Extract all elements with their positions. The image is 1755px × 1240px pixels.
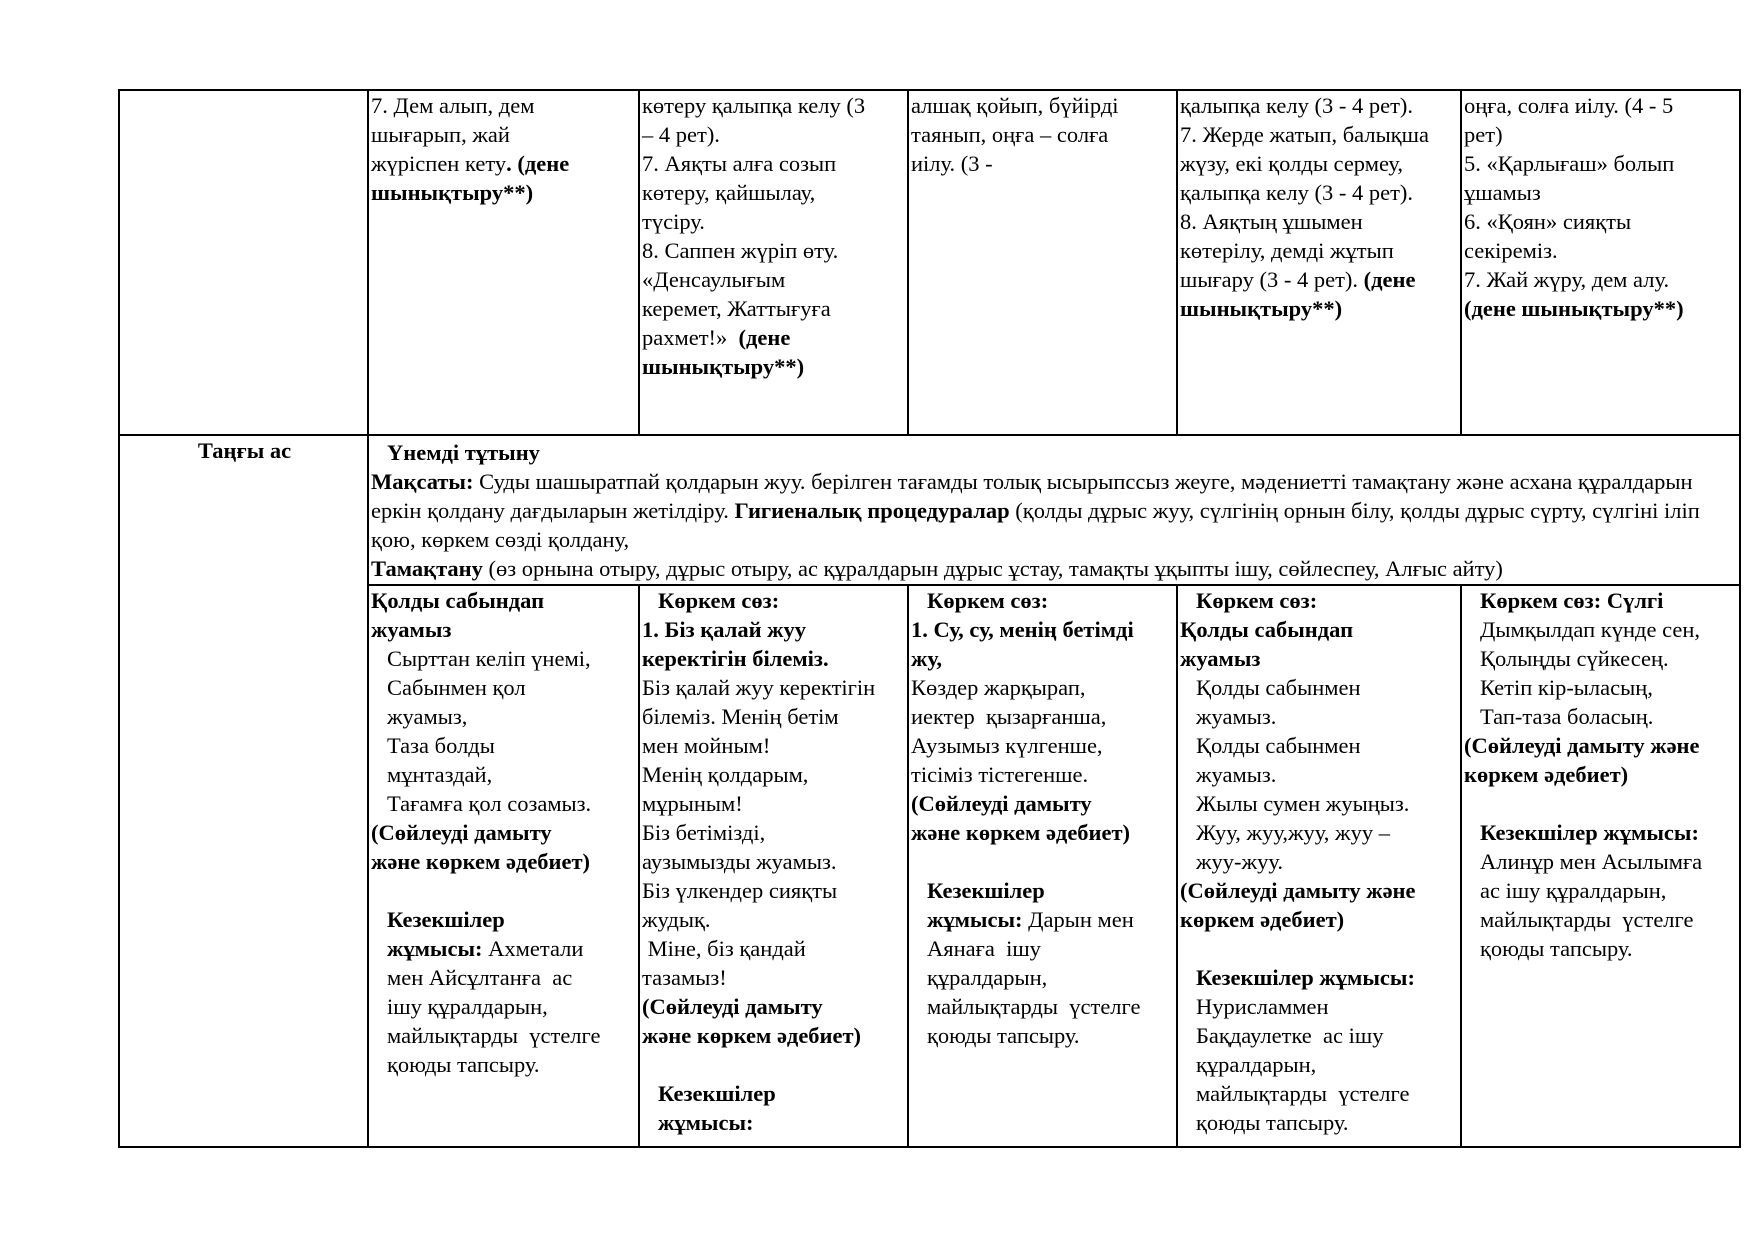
text-line — [911, 673, 1176, 702]
text-line — [1180, 265, 1460, 294]
bold-text: 1. Біз қалай жуу — [642, 617, 806, 642]
plain-text: қоюды тапсыру. — [387, 1052, 540, 1077]
text-line — [642, 934, 907, 963]
exercise-day-3 — [908, 90, 1177, 435]
bold-text: және көркем әдебиет) — [911, 820, 1131, 845]
text-line — [642, 1108, 907, 1137]
breakfast-header-row — [119, 435, 1740, 585]
exercise-day-1 — [368, 90, 639, 435]
text-line — [642, 1021, 907, 1050]
text-line — [642, 644, 907, 673]
plain-text: жүзу, екі қолды сермеу, — [1180, 151, 1404, 176]
bold-text: Көркем сөз: Сүлгі — [1480, 588, 1664, 613]
text-line — [642, 615, 907, 644]
text-line — [1180, 992, 1460, 1021]
plain-text: көтеру, қайшылау, — [642, 180, 816, 205]
text-line — [1180, 847, 1460, 876]
text-line — [911, 586, 1176, 615]
plain-text: майлықтарды үстелге — [387, 1023, 601, 1048]
text-line — [371, 644, 638, 673]
plain-text: алшақ қойып, бүйірді — [911, 93, 1119, 118]
hygiene-label: Гигиеналық процедуралар — [734, 498, 1010, 523]
text-line — [642, 1079, 907, 1108]
plain-text: Қолды сабынмен — [1196, 675, 1361, 700]
plain-text: Тап-таза боласың. — [1480, 704, 1654, 729]
text-line — [642, 876, 907, 905]
text-line — [642, 905, 907, 934]
goal-label: Мақсаты: — [371, 469, 474, 494]
text-line — [1180, 760, 1460, 789]
text-line — [1464, 818, 1739, 847]
plain-text: Жылы сумен жуыңыз. — [1196, 791, 1410, 816]
bold-text: және көркем әдебиет) — [642, 1023, 862, 1048]
eating-paragraph — [371, 554, 1739, 583]
text-line — [1180, 120, 1460, 149]
text-line — [642, 294, 907, 323]
text-line — [1464, 586, 1739, 615]
bold-text: және көркем әдебиет) — [371, 849, 591, 874]
text-line — [642, 702, 907, 731]
bold-text: Кезекшілер — [658, 1081, 776, 1106]
text-line — [911, 789, 1176, 818]
text-line — [1180, 91, 1460, 120]
breakfast-title: Үнемді тұтыну — [387, 440, 540, 465]
text-line — [911, 149, 1176, 178]
text-line — [371, 149, 638, 178]
text-line — [1464, 644, 1739, 673]
text-line — [371, 120, 638, 149]
plain-text: білеміз. Менің бетім — [642, 704, 839, 729]
text-line — [1464, 294, 1739, 323]
plain-text: жуу-жуу. — [1196, 849, 1283, 874]
text-line — [1464, 905, 1739, 934]
plain-text: Міне, біз қандай — [642, 936, 806, 961]
bold-text: Кезекшілер — [387, 907, 505, 932]
text-line — [1180, 149, 1460, 178]
plain-text: жуамыз. — [1196, 704, 1277, 729]
text-line — [1464, 149, 1739, 178]
spacer-line — [642, 1050, 907, 1079]
text-line — [1180, 586, 1460, 615]
plain-text: 7. Дем алып, дем — [371, 93, 535, 118]
plain-text: аузымызды жуамыз. — [642, 849, 837, 874]
plain-text: тісіміз тістегенше. — [911, 762, 1089, 787]
bold-text: жу, — [911, 646, 942, 671]
text-line — [911, 876, 1176, 905]
bold-text: (дене — [738, 325, 791, 350]
text-line — [371, 963, 638, 992]
text-line — [642, 91, 907, 120]
plain-text: Дымқылдап күнде сен, — [1480, 617, 1700, 642]
eating-text: (өз орнына отыру, дұрыс отыру, ас құралдарын дұрыс ұстау, тамақты ұқыпты ішу, сөйлеспеу, Алғыс айту) — [482, 556, 1503, 581]
text-line — [642, 586, 907, 615]
plain-text: 8. Саппен жүріп өту. — [642, 238, 839, 263]
plain-text: иілу. (3 - — [911, 151, 993, 176]
text-line — [1180, 963, 1460, 992]
bold-text: (Сөйлеуді дамыту — [371, 820, 552, 845]
text-line — [911, 760, 1176, 789]
text-line — [911, 818, 1176, 847]
eating-label: Тамақтану — [371, 556, 483, 581]
text-line — [642, 352, 907, 381]
bold-text: Кезекшілер жұмысы: — [1480, 820, 1699, 845]
bold-text: керектігін білеміз. — [642, 646, 829, 671]
text-line — [1180, 644, 1460, 673]
plain-text: – 4 рет). — [642, 122, 720, 147]
plain-text: майлықтарды үстелге — [1480, 907, 1694, 932]
text-line — [371, 615, 638, 644]
plain-text: құралдарын, — [1196, 1052, 1317, 1077]
spacer-line — [371, 876, 638, 905]
text-line — [642, 847, 907, 876]
text-line — [1180, 789, 1460, 818]
spacer-line — [1464, 789, 1739, 818]
text-line — [1180, 876, 1460, 905]
text-line — [371, 1021, 638, 1050]
plain-text: мен мойным! — [642, 733, 771, 758]
text-line — [911, 934, 1176, 963]
bold-text: жұмысы: — [658, 1110, 754, 1135]
spacer-line — [911, 847, 1176, 876]
bold-text: (дене — [1363, 267, 1416, 292]
plain-text: мұнтаздай, — [387, 762, 493, 787]
text-line — [1464, 673, 1739, 702]
bold-text: көркем әдебиет) — [1464, 762, 1629, 787]
plain-text: жүріспен кету — [371, 151, 507, 176]
section-cell-empty — [119, 90, 368, 435]
text-line — [371, 905, 638, 934]
goal-text: Суды шашыратпай қолдарын жуу. берілген тағамды толық ысырыпссыз жеуге, мәдениетті тамақтану және асхана құралдарын еркін қолдану дағдыларын жетілдіру. — [371, 469, 1693, 523]
text-line — [642, 760, 907, 789]
plain-text: иектер қызарғанша, — [911, 704, 1107, 729]
plain-text: жуамыз. — [1196, 762, 1277, 787]
plain-text: 7. Жай жүру, дем алу. — [1464, 267, 1670, 292]
plain-text: жуамыз, — [387, 704, 468, 729]
plain-text: майлықтарды үстелге — [1196, 1081, 1410, 1106]
plain-text: шығарып, жай — [371, 122, 510, 147]
text-line — [642, 207, 907, 236]
plain-text: майлықтарды үстелге — [927, 994, 1141, 1019]
exercise-day-4 — [1177, 90, 1461, 435]
plain-text: шығару (3 - 4 рет). — [1180, 267, 1364, 292]
plain-text: 6. «Қоян» сияқты — [1464, 209, 1632, 234]
bold-text: көркем әдебиет) — [1180, 907, 1345, 932]
text-line — [911, 992, 1176, 1021]
text-line — [371, 178, 638, 207]
plain-text: оңға, солға иілу. (4 - 5 — [1464, 93, 1674, 118]
plain-text: қалыпқа келу (3 - 4 рет). — [1180, 180, 1414, 205]
text-line — [1180, 236, 1460, 265]
text-line — [1180, 673, 1460, 702]
text-line — [1180, 1108, 1460, 1137]
text-line — [371, 731, 638, 760]
plain-text: Алинұр мен Асылымға — [1480, 849, 1703, 874]
breakfast-day-1 — [368, 585, 639, 1147]
plain-text: Сырттан келіп үнемі, — [387, 646, 591, 671]
text-line — [642, 178, 907, 207]
text-line — [371, 1050, 638, 1079]
plain-text: қоюды тапсыру. — [1196, 1110, 1349, 1135]
text-line — [1464, 120, 1739, 149]
plain-text: Аузымыз күлгенше, — [911, 733, 1103, 758]
plain-text: Кетіп кір-ыласың, — [1480, 675, 1653, 700]
bold-text: Кезекшілер — [927, 878, 1045, 903]
plain-text: көтерілу, демді жұтып — [1180, 238, 1394, 263]
bold-text: (Сөйлеуді дамыту — [911, 791, 1092, 816]
text-line — [1180, 1079, 1460, 1108]
text-line — [1464, 265, 1739, 294]
text-line — [371, 847, 638, 876]
text-line — [911, 702, 1176, 731]
plain-text: Сабынмен қол — [387, 675, 526, 700]
text-line — [1180, 1050, 1460, 1079]
exercise-day-2 — [639, 90, 908, 435]
text-line — [911, 963, 1176, 992]
plain-text: Біз қалай жуу керектігін — [642, 675, 876, 700]
text-line — [911, 615, 1176, 644]
plain-text: Таза болды — [387, 733, 495, 758]
text-line — [642, 789, 907, 818]
weekly-plan-table — [118, 89, 1741, 1148]
text-line — [1464, 702, 1739, 731]
text-line — [1464, 934, 1739, 963]
plain-text: ұшамыз — [1464, 180, 1541, 205]
text-line — [1464, 178, 1739, 207]
plain-text: қоюды тапсыру. — [927, 1023, 1080, 1048]
plain-text: Жуу, жуу,жуу, жуу – — [1196, 820, 1390, 845]
plain-text: Қолыңды сүйкесең. — [1480, 646, 1669, 671]
plain-text: Дарын мен — [1022, 907, 1134, 932]
text-line — [371, 673, 638, 702]
text-line — [1180, 818, 1460, 847]
bold-text: Көркем сөз: — [1196, 588, 1318, 613]
plain-text: ас ішу құралдарын, — [1480, 878, 1667, 903]
plain-text: ішу құралдарын, — [387, 994, 548, 1019]
text-line — [371, 760, 638, 789]
text-line — [1464, 847, 1739, 876]
exercise-day-5 — [1461, 90, 1740, 435]
text-line — [911, 731, 1176, 760]
bold-text: 1. Су, су, менің бетімді — [911, 617, 1134, 642]
text-line — [1464, 91, 1739, 120]
bold-text: жуамыз — [371, 617, 452, 642]
text-line — [1180, 294, 1460, 323]
text-line — [642, 236, 907, 265]
breakfast-goal-cell — [368, 435, 1740, 585]
text-line — [1464, 207, 1739, 236]
bold-text: (Сөйлеуді дамыту және — [1464, 733, 1700, 758]
plain-text: Көздер жарқырап, — [911, 675, 1086, 700]
bold-text: шынықтыру**) — [371, 180, 534, 205]
text-line — [1464, 731, 1739, 760]
bold-text: (Сөйлеуді дамыту және — [1180, 878, 1416, 903]
plain-text: Нурисламмен — [1196, 994, 1329, 1019]
bold-text: Қолды сабындап — [371, 588, 545, 613]
goal-paragraph — [371, 469, 1700, 552]
plain-text: Біз үлкендер сияқты — [642, 878, 838, 903]
text-line — [371, 992, 638, 1021]
hygiene-text: (қолды дұрыс жуу, сүлгінің орнын білу, қолды дұрыс сүрту, сүлгіні іліп қою, көркем сөзді қолдану, — [371, 498, 1700, 552]
plain-text: керемет, Жаттығуға — [642, 296, 831, 321]
text-line — [1180, 731, 1460, 760]
text-line — [911, 644, 1176, 673]
plain-text: рахмет!» — [642, 325, 739, 350]
bold-text: Көркем сөз: — [658, 588, 780, 613]
text-line — [1180, 1021, 1460, 1050]
text-line — [642, 963, 907, 992]
bold-text: Кезекшілер жұмысы: — [1196, 965, 1415, 990]
bold-text: шынықтыру**) — [642, 354, 805, 379]
text-line — [642, 265, 907, 294]
text-line — [1180, 178, 1460, 207]
plain-text: секіреміз. — [1464, 238, 1558, 263]
bold-label: жұмысы: — [387, 936, 483, 961]
breakfast-day-3 — [908, 585, 1177, 1147]
plain-text: жудық. — [642, 907, 711, 932]
text-line — [642, 120, 907, 149]
plain-text: қалыпқа келу (3 - 4 рет). — [1180, 93, 1414, 118]
text-line — [911, 91, 1176, 120]
plain-text: рет) — [1464, 122, 1503, 147]
text-line — [911, 1021, 1176, 1050]
bold-text: . (дене — [506, 151, 570, 176]
bold-text: шынықтыру**) — [1180, 296, 1343, 321]
exercise-row — [119, 90, 1740, 435]
section-label-breakfast: Таңғы ас — [119, 435, 368, 1147]
text-line — [371, 702, 638, 731]
plain-text: мен Айсұлтанға ас — [387, 965, 573, 990]
text-line — [1180, 207, 1460, 236]
plain-text: құралдарын, — [927, 965, 1048, 990]
bold-text: Көркем сөз: — [927, 588, 1049, 613]
plain-text: Қолды сабынмен — [1196, 733, 1361, 758]
text-line — [371, 789, 638, 818]
plain-text: тазамыз! — [642, 965, 727, 990]
plain-text: 7. Аяқты алға созып — [642, 151, 837, 176]
text-line — [1180, 702, 1460, 731]
plain-text: Біз бетімізді, — [642, 820, 766, 845]
text-line — [642, 818, 907, 847]
plain-text: көтеру қалыпқа келу (3 — [642, 93, 866, 118]
plain-text: түсіру. — [642, 209, 705, 234]
plain-text: 7. Жерде жатып, балықша — [1180, 122, 1429, 147]
plain-text: Аянаға ішу — [927, 936, 1041, 961]
plain-text: Ахметали — [482, 936, 584, 961]
bold-text: жуамыз — [1180, 646, 1261, 671]
bold-text: (Сөйлеуді дамыту — [642, 994, 823, 1019]
plain-text: таянып, оңға – солға — [911, 122, 1109, 147]
text-line — [642, 323, 907, 352]
text-line — [642, 992, 907, 1021]
text-line — [911, 905, 1176, 934]
breakfast-day-5 — [1461, 585, 1740, 1147]
text-line — [642, 149, 907, 178]
plain-text: Бақдаулетке ас ішу — [1196, 1023, 1384, 1048]
bold-label: жұмысы: — [927, 907, 1023, 932]
text-line — [1464, 615, 1739, 644]
breakfast-day-2 — [639, 585, 908, 1147]
plain-text: қоюды тапсыру. — [1480, 936, 1633, 961]
plain-text: Тағамға қол созамыз. — [387, 791, 592, 816]
plain-text: Менің қолдарым, — [642, 762, 809, 787]
bold-text: (дене шынықтыру**) — [1464, 296, 1684, 321]
text-line — [1464, 760, 1739, 789]
text-line — [371, 91, 638, 120]
text-line — [642, 731, 907, 760]
text-line — [1464, 236, 1739, 265]
text-line — [1180, 615, 1460, 644]
bold-text: Қолды сабындап — [1180, 617, 1354, 642]
text-line — [371, 818, 638, 847]
text-line — [371, 934, 638, 963]
breakfast-day-4 — [1177, 585, 1461, 1147]
plain-text: 8. Аяқтың ұшымен — [1180, 209, 1363, 234]
plain-text: 5. «Қарлығаш» болып — [1464, 151, 1675, 176]
text-line — [371, 586, 638, 615]
plain-text: мұрыным! — [642, 791, 743, 816]
spacer-line — [1180, 934, 1460, 963]
text-line — [1464, 876, 1739, 905]
text-line — [642, 673, 907, 702]
text-line — [1180, 905, 1460, 934]
plain-text: «Денсаулығым — [642, 267, 786, 292]
text-line — [911, 120, 1176, 149]
